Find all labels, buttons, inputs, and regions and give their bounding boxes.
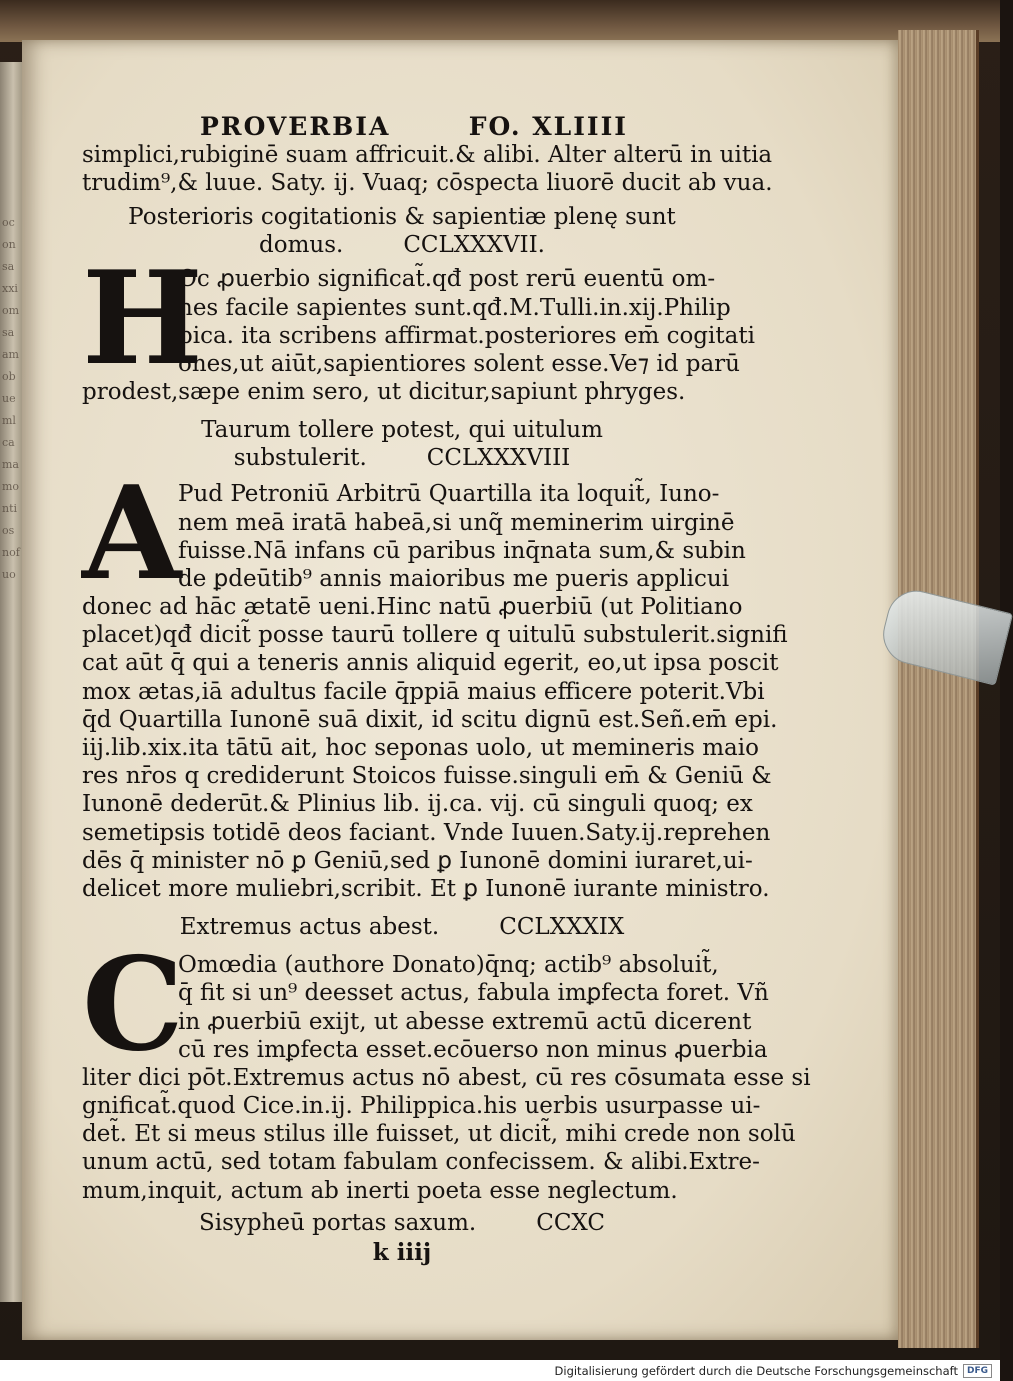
digitization-credit-bar	[0, 1360, 1000, 1381]
running-header	[200, 112, 628, 141]
proverb-title: Taurum tollere potest, qui uitulum	[201, 417, 603, 444]
text-line: ones,ut aiūt,sapientiores solent esse.Ve⁊ id parū	[178, 350, 740, 377]
text-line: unum actū, sed totam fabulam confecissem. & alibi.Extre-	[82, 1149, 760, 1176]
text-line: q̄ fit si un⁹ deesset actus, fabula imꝑfecta foret. Vñ	[178, 980, 769, 1007]
drop-cap: C	[82, 930, 184, 1081]
text-line: q̄d Quartilla Iunonē suā dixit, id scitu dignū est.Señ.em̄ epi.	[82, 706, 778, 733]
proverb-paragraph	[82, 459, 788, 903]
text-line: Iunonē dederūt.& Plinius lib. ij.ca. vij. cū singuli quoq; ex	[82, 791, 753, 818]
proverb-number: CCLXXXIX	[499, 914, 625, 941]
page-text	[82, 112, 811, 1266]
text-line: trudim⁹,& luue. Saty. ij. Vuaq; cōspecta liuorē ducit ab vua.	[82, 170, 773, 197]
proverb-title-cont: substulerit.	[233, 445, 367, 472]
proverb-title: Extremus actus abest.	[179, 914, 440, 941]
text-line: Omœdia (authore Donato)q̄nq; actib⁹ absoluit̃,	[178, 952, 719, 979]
signature-mark: k iiij	[372, 1238, 432, 1266]
text-line: delicet more muliebri,scribit. Et ꝑ Iunonē iurante ministro.	[82, 875, 770, 902]
proverb-paragraph	[82, 930, 811, 1205]
header-title: PROVERBIA	[200, 112, 391, 141]
proverb-title: Posterioris cogitationis & sapientiæ plenę sunt	[128, 204, 676, 231]
text-line: nes facile sapientes sunt.qđ.M.Tulli.in.xij.Philip	[178, 294, 731, 321]
dfg-logo[interactable]: DFG	[963, 1364, 992, 1378]
text-line: nem meā iratā habeā,si unq̃ meminerim uirginē	[178, 509, 735, 536]
text-line: simplici,rubiginē suam affricuit.& alibi. Alter alterū in uitia	[82, 142, 773, 168]
text-line: semetipsis totidē deos faciant. Vnde Iuuen.Saty.ij.reprehen	[82, 819, 771, 846]
text-line: donec ad hāc ætatē ueni.Hinc natū ꝓuerbiū (ut Politiano	[82, 594, 743, 621]
proverb-number: CCLXXXVII.	[403, 232, 545, 259]
text-line: Oc ꝓuerbio significat̃.qđ post rerū euentū om-	[178, 266, 716, 293]
proverb-title: Sisypheū portas saxum.	[198, 1209, 477, 1236]
text-line: res nr̄os q crediderunt Stoicos fuisse.singuli em̄ & Geniū &	[82, 763, 772, 790]
text-line: gnificat̃.quod Cice.in.ij. Philippica.his uerbis usurpasse ui-	[82, 1093, 761, 1120]
book-top-edge	[0, 0, 1000, 42]
text-line: prodest,sæpe enim sero, ut dicitur,sapiunt phryges.	[82, 379, 686, 406]
text-line: det̃. Et si meus stilus ille fuisset, ut dicit̃, mihi crede non solū	[82, 1121, 796, 1148]
proverb-title-cont: domus.	[259, 232, 344, 259]
text-line: cat aūt q̄ qui a teneris annis aliquid egerit, eo,ut ipsa poscit	[82, 650, 779, 677]
proverb-number: CCLXXXVIII	[426, 445, 571, 472]
text-line: liter dici pōt.Extremus actus nō abest, cū res cōsumata esse si	[82, 1064, 811, 1091]
proverb-heading	[82, 1209, 722, 1237]
page-stack-edge	[898, 30, 979, 1348]
text-line: mox ætas,iā adultus facile q̄ppiā maius efficere poterit.Vbi	[82, 678, 765, 705]
facing-page-edge	[0, 62, 24, 1302]
text-line: in ꝓuerbiū exijt, ut abesse extremū actū dicerent	[178, 1008, 752, 1035]
text-line: placet)qđ dicit̃ posse taurū tollere q uitulū substulerit.signifi	[82, 622, 788, 649]
drop-cap: A	[82, 459, 182, 610]
credit-text: Digitalisierung gefördert durch die Deutsche Forschungsgemeinschaft	[554, 1363, 958, 1378]
text-line: cū res imꝑfecta esset.ecōuerso non minus ꝓuerbia	[178, 1036, 768, 1063]
text-line: fuisse.Nā infans cū paribus inq̄nata sum,& subin	[178, 537, 746, 564]
proverb-number: CCXC	[536, 1209, 605, 1236]
text-line: dēs q̄ minister nō ꝑ Geniū,sed ꝑ Iunonē domini iuraret,ui-	[82, 847, 753, 874]
folio-number: FO. XLIIII	[468, 112, 628, 141]
text-line: iij.lib.xix.ita tātū ait, hoc seponas uolo, ut memineris maio	[82, 735, 759, 761]
text-line: pica. ita scribens affirmat.posteriores em̄ cogitati	[178, 322, 755, 349]
text-line: Pud Petroniū Arbitrū Quartilla ita loquit̃, Iuno-	[178, 481, 720, 508]
drop-cap: H	[82, 244, 203, 395]
text-line: de ꝑdeūtib⁹ annis maioribus me pueris applicui	[178, 565, 730, 592]
text-line: mum,inquit, actum ab inerti poeta esse neglectum.	[82, 1177, 678, 1204]
facing-page-text: oconsaxxiomsaamobuemlcamamontiosnofuo	[2, 216, 20, 581]
